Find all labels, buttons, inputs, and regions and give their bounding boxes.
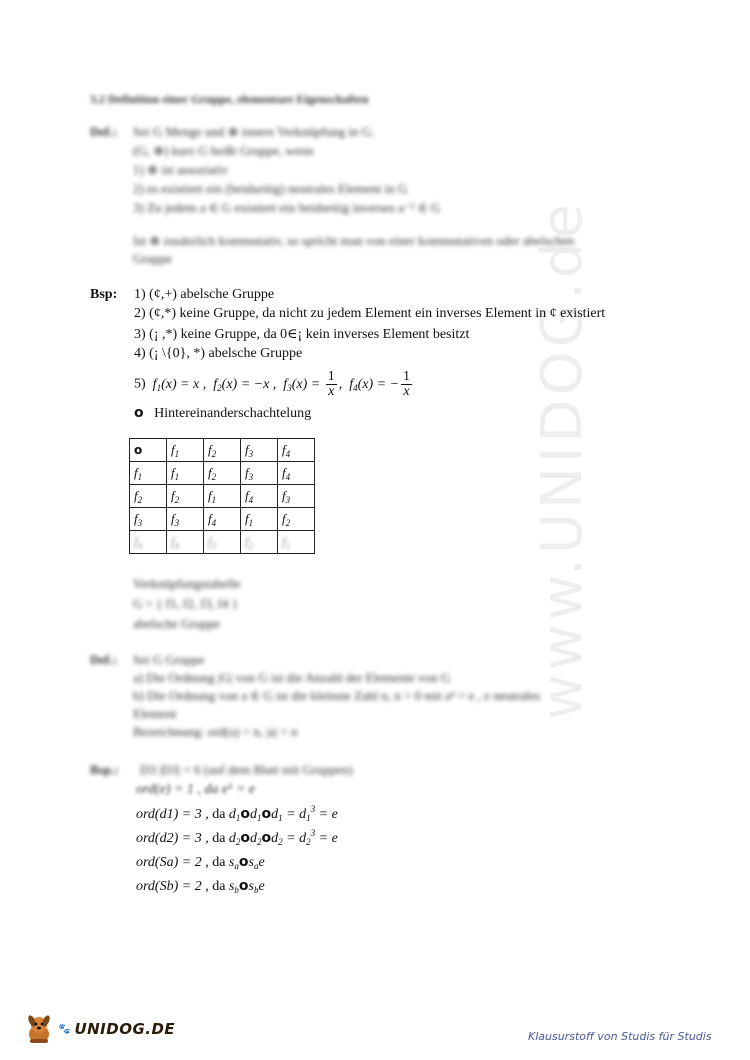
table-note: abelsche Gruppe	[133, 616, 220, 631]
def-label: Def.:	[90, 652, 118, 667]
def-label: Def.:	[90, 124, 118, 139]
table-cell: $f_3$	[167, 508, 204, 531]
table-cell: $f_4$	[167, 531, 204, 554]
table-row	[130, 531, 315, 554]
table-header-cell: $f_1$	[167, 439, 204, 462]
def-line: 3) Zu jedem a ∈ G existiert ein beidseitig inverses a⁻¹ ∈ G	[133, 200, 441, 215]
footer-tagline: Klausurstoff von Studis für Studis	[528, 1030, 712, 1043]
example-5	[134, 370, 414, 399]
watermark: www.UNIDOG.de	[530, 200, 595, 720]
table-row-label: $f_2$	[130, 485, 167, 508]
order-d1-reason: , da $d_1od_1od_1 = d_1^3 = e$	[205, 804, 338, 823]
order-sb-value: ord(Sb) = 2	[136, 879, 202, 894]
def-line: Element	[133, 706, 177, 721]
table-row-label: $f_1$	[130, 462, 167, 485]
section-heading: 3.2 Definition einer Gruppe, elementare Eigenschaften	[90, 92, 369, 106]
table-cell: $f_1$	[278, 531, 315, 554]
def-note: Ist ⊕ zusätzlich kommutativ, so spricht man von einer kommutativen oder abelschen	[133, 233, 575, 248]
table-operator-cell: o	[130, 439, 167, 462]
table-cell: $f_4$	[204, 508, 241, 531]
table-cell: $f_1$	[241, 508, 278, 531]
table-cell: $f_1$	[167, 462, 204, 485]
table-cell: $f_2$	[167, 485, 204, 508]
order-d2	[136, 830, 338, 847]
table-row-label: $f_4$	[130, 531, 167, 554]
def-line: a) Die Ordnung |G| von G ist die Anzahl der Elemente von G	[133, 670, 451, 685]
function-definitions: $f_1(x) = x$ , $f_2(x) = -x$ , $f_3(x)$ = $\frac{1}{x}$ , $f_4(x)$ = − $\frac{1}{x}$	[149, 369, 411, 399]
example-4: 4) (¡ \{0}, *) abelsche Gruppe	[134, 346, 303, 361]
table-cell: $f_2$	[241, 531, 278, 554]
unidog-logo[interactable]	[22, 1012, 175, 1046]
example-intro: D3 |D3| = 6 (auf dem Blatt mit Gruppen)	[140, 762, 353, 777]
table-row	[130, 508, 315, 531]
table-cell: $f_2$	[204, 462, 241, 485]
table-cell: $f_2$	[278, 508, 315, 531]
logo-text: UNIDOG.DE	[74, 1020, 176, 1038]
example-2: 2) (¢,*) keine Gruppe, da nicht zu jedem Element ein inverses Element in ¢ existiert	[134, 306, 606, 321]
def-line: 1) ⊕ ist assoziativ	[133, 162, 229, 177]
table-header-cell: $f_2$	[204, 439, 241, 462]
order-d2-reason: , da $d_2od_2od_2 = d_2^3 = e$	[205, 828, 338, 847]
order-d1-value: ord(d1) = 3	[136, 807, 202, 822]
table-cell: $f_4$	[278, 462, 315, 485]
table-header-cell: $f_3$	[241, 439, 278, 462]
paw-icon: 🐾	[58, 1023, 71, 1035]
dog-mascot-icon	[22, 1012, 56, 1046]
table-note: G = { f1, f2, f3, f4 }	[133, 596, 239, 611]
table-header-cell: $f_4$	[278, 439, 315, 462]
example-5-number: 5)	[134, 376, 146, 392]
def-line: 2) es existiert ein (beidseitig) neutrales Element in G	[133, 181, 408, 196]
def-line: (G, ⊕) kurz G heißt Gruppe, wenn	[133, 143, 314, 158]
table-row	[130, 462, 315, 485]
example-1: 1) (¢,+) abelsche Gruppe	[134, 287, 275, 302]
order-d1	[136, 806, 338, 823]
table-cell: $f_3$	[241, 462, 278, 485]
composition-symbol: o	[134, 405, 144, 421]
table-header-row	[130, 439, 315, 462]
def-line: Sei G Menge und ⊕ innere Verknüpfung in G.	[133, 124, 375, 139]
table-cell: $f_1$	[204, 485, 241, 508]
composition-line	[134, 405, 311, 422]
bsp-label: Bsp.:	[90, 762, 119, 777]
order-sa	[136, 854, 265, 871]
table-row	[130, 485, 315, 508]
table-cell: $f_3$	[278, 485, 315, 508]
order-d2-value: ord(d2) = 3	[136, 831, 202, 846]
table-cell: $f_3$	[204, 531, 241, 554]
def-line: Bezeichnung: ord(a) = n, |a| = n	[133, 724, 298, 739]
order-sa-reason: , da $s_aos_ae$	[205, 854, 265, 871]
cayley-table	[129, 438, 315, 554]
example-3: 3) (¡ ,*) keine Gruppe, da 0∈¡ kein inverses Element besitzt	[134, 327, 470, 342]
order-sa-value: ord(Sa) = 2	[136, 855, 202, 870]
order-identity: ord(e) = 1 , da e¹ = e	[136, 782, 255, 797]
bsp-label: Bsp:	[90, 287, 118, 302]
def-note: Gruppe	[133, 251, 172, 266]
order-sb	[136, 878, 265, 895]
composition-label: Hintereinanderschachtelung	[154, 406, 312, 421]
def-line: Sei G Gruppe	[133, 652, 205, 667]
order-sb-reason: , da $s_bos_be$	[205, 878, 265, 895]
def-line: b) Die Ordnung von a ∈ G ist die kleinste Zahl n, n > 0 mit aⁿ = e , e neutrales	[133, 688, 541, 703]
table-row-label: $f_3$	[130, 508, 167, 531]
table-cell: $f_4$	[241, 485, 278, 508]
table-note: Verknüpfungstabelle	[133, 576, 241, 591]
